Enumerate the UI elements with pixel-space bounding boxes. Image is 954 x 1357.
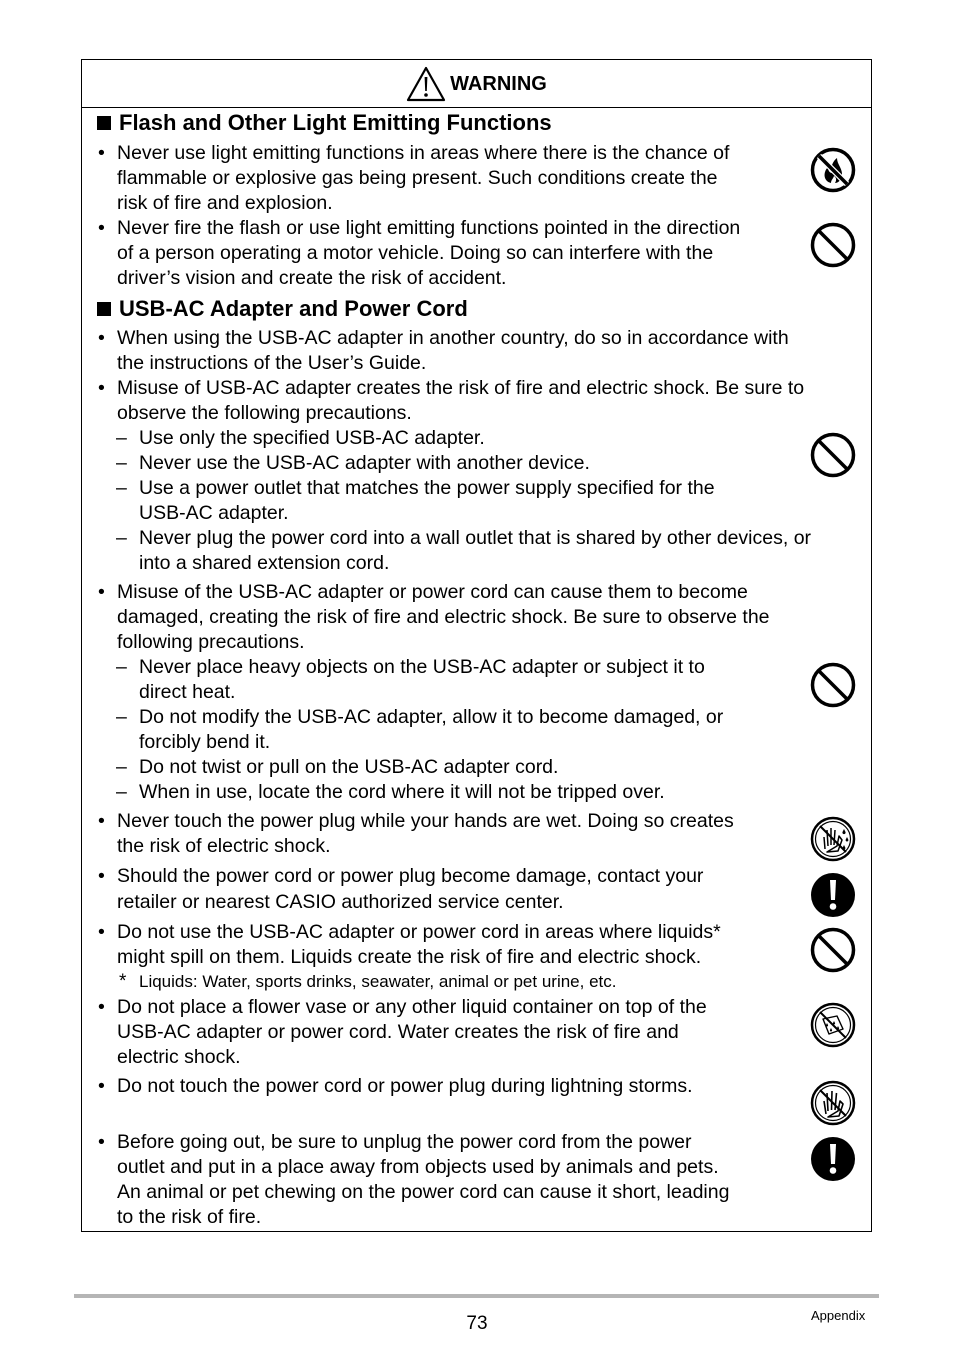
text-line: When in use, locate the cord where it will not be tripped over. (139, 781, 665, 803)
section-square-icon (97, 116, 111, 130)
no-water-icon (809, 1001, 857, 1049)
section-heading-usb-ac (97, 296, 468, 321)
sub-list-item (116, 780, 665, 805)
text-line: risk of fire and explosion. (117, 192, 333, 214)
bullet: • (98, 327, 105, 349)
no-wet-hands-icon (809, 815, 857, 863)
text-line: Before going out, be sure to unplug the power cord from the power (117, 1131, 692, 1153)
list-item (98, 580, 748, 605)
text-line: Should the power cord or power plug become damage, contact your (117, 865, 704, 887)
bullet: • (98, 1075, 105, 1097)
section-title: USB-AC Adapter and Power Cord (119, 296, 468, 321)
list-item (98, 141, 730, 166)
prohibited-icon (809, 661, 857, 709)
page-number: 73 (466, 1313, 488, 1334)
list-item (98, 809, 734, 834)
text-line: forcibly bend it. (139, 731, 271, 753)
mandatory-action-icon (809, 871, 857, 919)
list-item (98, 864, 704, 889)
text-line: the instructions of the User’s Guide. (117, 352, 427, 374)
list-item (98, 1074, 693, 1099)
prohibited-icon (809, 221, 857, 269)
text-line: outlet and put in a place away from objects used by animals and pets. (117, 1156, 719, 1178)
text-line: the risk of electric shock. (117, 835, 331, 857)
text-line: damaged, creating the risk of fire and electric shock. Be sure to observe the (117, 606, 770, 628)
section-title: Flash and Other Light Emitting Functions (119, 110, 552, 135)
text-line: into a shared extension cord. (139, 552, 390, 574)
text-line: Never use the USB-AC adapter with another device. (139, 452, 590, 474)
text-line: USB-AC adapter or power cord. Water creates the risk of fire and (117, 1021, 679, 1043)
text-line: retailer or nearest CASIO authorized service center. (117, 891, 564, 913)
list-item (98, 1130, 692, 1155)
text-line: might spill on them. Liquids create the risk of fire and electric shock. (117, 946, 702, 968)
do-not-touch-icon (809, 1079, 857, 1127)
prohibited-icon (809, 431, 857, 479)
mandatory-action-icon (809, 1135, 857, 1183)
text-line: driver’s vision and create the risk of accident. (117, 267, 507, 289)
warning-triangle-icon (406, 66, 446, 102)
sub-list-item (116, 426, 485, 451)
text-line: Use only the specified USB-AC adapter. (139, 427, 485, 449)
text-line: Do not modify the USB-AC adapter, allow it to become damaged, or (139, 706, 724, 728)
bullet: • (98, 217, 105, 239)
bullet: • (98, 377, 105, 399)
dash: – (116, 427, 127, 449)
warning-label: WARNING (450, 72, 547, 95)
text-line: flammable or explosive gas being present. Such conditions create the (117, 167, 718, 189)
text-line: Do not place a flower vase or any other liquid container on top of the (117, 996, 707, 1018)
text-line: to the risk of fire. (117, 1206, 262, 1228)
warning-box (81, 59, 872, 1232)
text-line: Misuse of USB-AC adapter creates the risk of fire and electric shock. Be sure to (117, 377, 805, 399)
text-line: Liquids: Water, sports drinks, seawater, animal or pet urine, etc. (139, 972, 617, 991)
warning-header (82, 65, 871, 103)
dash: – (116, 756, 127, 778)
text-line: Never plug the power cord into a wall outlet that is shared by other devices, or (139, 527, 812, 549)
section-square-icon (97, 302, 111, 316)
dash: – (116, 781, 127, 803)
dash: – (116, 706, 127, 728)
text-line: electric shock. (117, 1046, 241, 1068)
text-line: direct heat. (139, 681, 236, 703)
bullet: • (98, 581, 105, 603)
text-line: Never use light emitting functions in areas where there is the chance of (117, 142, 730, 164)
dash: – (116, 452, 127, 474)
text-line: observe the following precautions. (117, 402, 412, 424)
text-line: Do not use the USB-AC adapter or power cord in areas where liquids* (117, 921, 721, 943)
text-line: When using the USB-AC adapter in another country, do so in accordance with (117, 327, 789, 349)
list-item (98, 920, 721, 945)
sub-list-item (116, 705, 724, 730)
text-line: Never touch the power plug while your hands are wet. Doing so creates (117, 810, 734, 832)
sub-list-item (116, 755, 559, 780)
bullet: • (98, 142, 105, 164)
sub-list-item (116, 476, 715, 501)
text-line: Never fire the flash or use light emitting functions pointed in the direction (117, 217, 741, 239)
sub-list-item (116, 451, 590, 476)
text-line: An animal or pet chewing on the power cord can cause it short, leading (117, 1181, 730, 1203)
bullet: • (98, 921, 105, 943)
sub-list-item (116, 655, 705, 680)
bullet: • (98, 1131, 105, 1153)
bullet: • (98, 865, 105, 887)
text-line: following precautions. (117, 631, 305, 653)
text-line: Do not twist or pull on the USB-AC adapter cord. (139, 756, 559, 778)
bullet: • (98, 810, 105, 832)
bullet: • (98, 996, 105, 1018)
dash: – (116, 477, 127, 499)
list-item (98, 326, 789, 351)
text-line: Misuse of the USB-AC adapter or power cord can cause them to become (117, 581, 748, 603)
text-line: Never place heavy objects on the USB-AC adapter or subject it to (139, 656, 705, 678)
header-divider (82, 107, 871, 108)
sub-list-item (116, 526, 812, 551)
list-item (98, 376, 805, 401)
footer-rule (74, 1294, 879, 1298)
text-line: of a person operating a motor vehicle. Doing so can interfere with the (117, 242, 714, 264)
no-open-flame-icon (809, 146, 857, 194)
section-heading-flash (97, 110, 552, 135)
text-line: Do not touch the power cord or power plug during lightning storms. (117, 1075, 693, 1097)
section-tag: Appendix (811, 1308, 866, 1323)
dash: – (116, 656, 127, 678)
footnote (119, 969, 617, 994)
prohibited-icon (809, 926, 857, 974)
asterisk: * (119, 971, 127, 992)
list-item (98, 995, 707, 1020)
list-item (98, 216, 741, 241)
dash: – (116, 527, 127, 549)
text-line: Use a power outlet that matches the power supply specified for the (139, 477, 715, 499)
text-line: USB-AC adapter. (139, 502, 289, 524)
